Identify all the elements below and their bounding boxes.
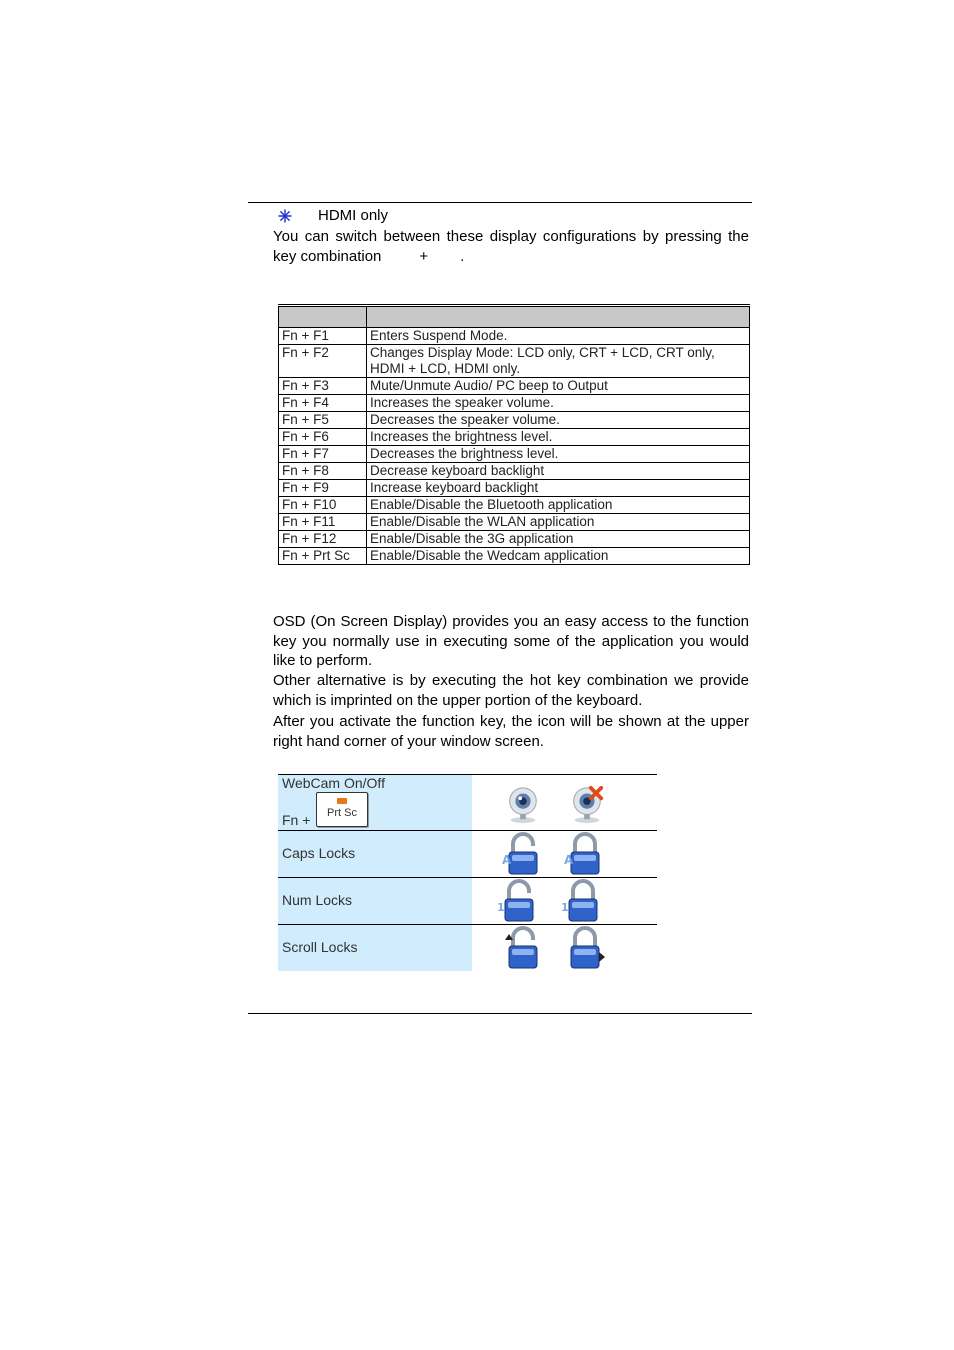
lock-open-icon (500, 926, 546, 970)
table-row (279, 395, 750, 412)
key-cell: Fn + F9 (279, 480, 367, 497)
webcam-off-icon (568, 784, 606, 824)
key-cell: Fn + F10 (279, 497, 367, 514)
webcam-label: WebCam On/Off (282, 775, 385, 791)
key-cell: Fn + F7 (279, 446, 367, 463)
prtsc-keycap: Prt Sc (316, 792, 368, 827)
header-cell-key (279, 306, 367, 328)
desc-cell: Increase keyboard backlight (367, 480, 750, 497)
table-row (279, 412, 750, 429)
bullet-text: HDMI only (318, 207, 389, 224)
header-cell-desc (367, 306, 750, 328)
desc-cell: Enable/Disable the Bluetooth application (367, 497, 750, 514)
table-row (279, 548, 750, 565)
key-cell: Fn + F5 (279, 412, 367, 429)
camera-key-icon (337, 798, 347, 804)
osd-row-webcam (278, 774, 657, 831)
lock-open-icon (498, 832, 548, 876)
asterisk-bullet-icon (278, 209, 292, 223)
lock-closed-icon (560, 832, 610, 876)
key-cell: Fn + F12 (279, 531, 367, 548)
lock-open-icon (494, 879, 544, 923)
caps-locks-label: Caps Locks (282, 845, 356, 861)
key-cell: Fn + Prt Sc (279, 548, 367, 565)
lock-closed-icon (558, 879, 608, 923)
intro-paragraph: You can switch between these display configurations by pressing the key combination + . (273, 228, 749, 265)
osd-row-num-locks (278, 878, 657, 925)
key-cell: Fn + F8 (279, 463, 367, 480)
key-cell: Fn + F6 (279, 429, 367, 446)
table-row (279, 446, 750, 463)
svg-text:1: 1 (497, 901, 505, 914)
lock-closed-icon (562, 926, 608, 970)
desc-cell: Enable/Disable the 3G application (367, 531, 750, 548)
svg-text:A: A (502, 853, 512, 867)
scroll-locks-label: Scroll Locks (282, 939, 358, 955)
function-key-table (278, 304, 750, 565)
desc-cell: Decrease keyboard backlight (367, 463, 750, 480)
table-header-row (279, 306, 750, 328)
osd-paragraph-3: After you activate the function key, the icon will be shown at the upper right hand corner of your window screen. (273, 713, 749, 750)
bottom-rule (248, 1013, 752, 1014)
top-rule (248, 202, 752, 203)
table-row (279, 514, 750, 531)
osd-row-scroll-locks (278, 925, 657, 971)
desc-cell: Increases the brightness level. (367, 429, 750, 446)
desc-cell: Decreases the speaker volume. (367, 412, 750, 429)
desc-cell: Mute/Unmute Audio/ PC beep to Output (367, 378, 750, 395)
bullet-hdmi-only (278, 207, 388, 224)
webcam-on-icon (504, 784, 542, 824)
osd-icon-table (278, 774, 657, 971)
desc-cell: Enable/Disable the WLAN application (367, 514, 750, 531)
desc-cell: Changes Display Mode: LCD only, CRT + LCD, CRT only, HDMI + LCD, HDMI only. (367, 345, 750, 378)
desc-cell: Increases the speaker volume. (367, 395, 750, 412)
table-row (279, 378, 750, 395)
desc-cell: Enters Suspend Mode. (367, 328, 750, 345)
table-row (279, 345, 750, 378)
key-cell: Fn + F2 (279, 345, 367, 378)
osd-row-caps-locks (278, 831, 657, 878)
key-cell: Fn + F11 (279, 514, 367, 531)
osd-paragraph-2: Other alternative is by executing the hot key combination we provide which is imprinted on the upper portion of the keyboard. (273, 672, 749, 709)
fn-label: Fn + (282, 812, 311, 828)
key-cell: Fn + F4 (279, 395, 367, 412)
table-row (279, 480, 750, 497)
table-row (279, 328, 750, 345)
key-cell: Fn + F3 (279, 378, 367, 395)
num-locks-label: Num Locks (282, 892, 353, 908)
table-row (279, 429, 750, 446)
osd-paragraph-1: OSD (On Screen Display) provides you an easy access to the function key you normally use in executing some of the application you would like to perform. (273, 613, 749, 669)
table-row (279, 531, 750, 548)
svg-text:1: 1 (561, 901, 569, 914)
key-cell: Fn + F1 (279, 328, 367, 345)
table-row (279, 497, 750, 514)
desc-cell: Decreases the brightness level. (367, 446, 750, 463)
desc-cell: Enable/Disable the Wedcam application (367, 548, 750, 565)
table-row (279, 463, 750, 480)
svg-text:A: A (564, 853, 574, 867)
